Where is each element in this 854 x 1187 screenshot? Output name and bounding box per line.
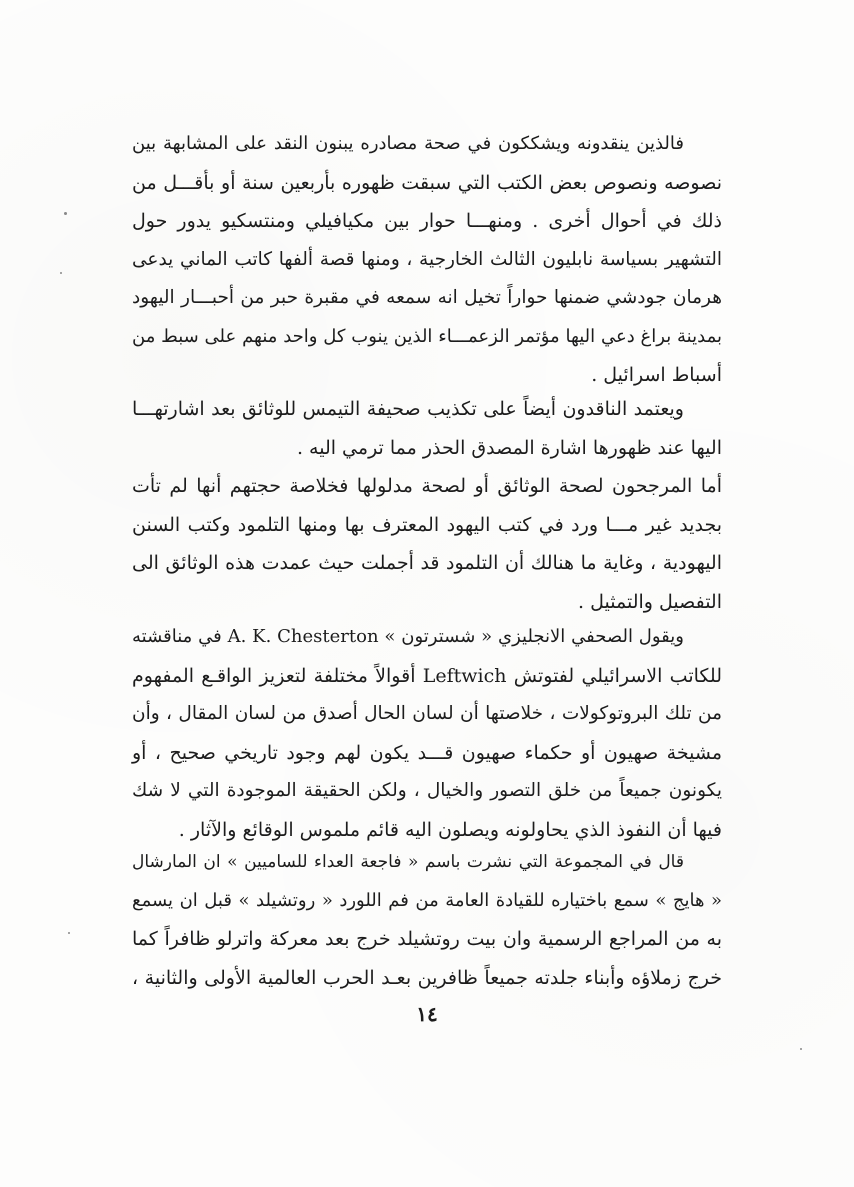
text-line: التفصيل والتمثيل . [578, 590, 722, 613]
text-line: هرمان جودشي ضمنها حواراً تخيل انه سمعه في مقبرة حبر من أحبـــار اليهود [132, 287, 722, 308]
text-line: للكاتب الاسرائيلي لفتوتش Leftwich أقوالاً مختلفة لتعزيز الواقـع المفهوم [132, 664, 722, 687]
text-line: فالذين ينقدونه ويشككون في صحة مصادره يبنون النقد على المشابهة بين [132, 133, 684, 154]
text-line: فيها أن النفوذ الذي يحاولونه ويصلون اليه قائم ملموس الوقائع والآثار . [178, 818, 722, 841]
text-line: أما المرجحون لصحة الوثائق أو لصحة مدلولها فخلاصة حجتهم أنها لم تأت [132, 475, 722, 497]
text-line: مشيخة صهيون أو حكماء صهيون قـــد يكون لهم وجود تاريخي صحيح ، أو [132, 741, 722, 764]
text-line: اليهودية ، وغاية ما هنالك أن التلمود قد أجملت حيث عمدت هذه الوثائق الى [132, 552, 722, 574]
text-line: أسباط اسرائيل . [591, 364, 722, 386]
text-line: التشهير بسياسة نابليون الثالث الخارجية ، ومنها قصة ألفها كاتب الماني يدعى [132, 248, 722, 270]
paper-speck [800, 1048, 802, 1050]
text-line: « هايج » سمع باختياره للقيادة العامة من فم اللورد « روتشيلد » قبل ان يسمع [132, 889, 722, 911]
text-line: ذلك في أحوال أخرى . ومنهـــا حوار بين مكيافيلي ومنتسكيو يدور حول [132, 210, 722, 232]
paragraph-1 [132, 125, 722, 395]
text-line: قال في المجموعة التي نشرت باسم « فاجعة العداء للساميين » ان المارشال [132, 852, 684, 872]
paper-speck [60, 272, 62, 274]
paper-speck [68, 932, 70, 934]
text-line: بجديد غير مـــا ورد في كتب اليهود المعترف بها ومنها التلمود وكتب السنن [132, 513, 722, 536]
text-line: بمدينة براغ دعي اليها مؤتمر الزعمـــاء الذين ينوب كل واحد منهم على سبط من [132, 325, 722, 347]
paragraph-4 [132, 843, 722, 997]
page-number: ١٤ [416, 1002, 438, 1026]
text-line: ويقول الصحفي الانجليزي « شسترتون » A. K. Chesterton في مناقشته [132, 626, 684, 647]
paragraph-2 [132, 390, 722, 621]
text-line: خرج زملاؤه وأبناء جلدته جميعاً ظافرين بعـد الحرب العالمية الأولى والثانية ، [132, 966, 722, 989]
text-line: به من المراجع الرسمية وان بيت روتشيلد خرج بعد معركة واترلو ظافراً كما [132, 928, 722, 950]
paper-speck [64, 212, 67, 215]
text-line: اليها عند ظهورها اشارة المصدق الحذر مما ترمي اليه . [296, 436, 722, 459]
text-line: نصوصه ونصوص بعض الكتب التي سبقت ظهوره بأربعين سنة أو بأقـــل من [132, 171, 722, 194]
paragraph-3 [132, 618, 722, 849]
text-line: من تلك البروتوكولات ، خلاصتها أن لسان الحال أصدق من لسان المقال ، وأن [132, 703, 722, 724]
text-line: يكونون جميعاً من خلق التصور والخيال ، ولكن الحقيقة الموجودة التي لا شك [132, 780, 722, 801]
text-line: ويعتمد الناقدون أيضاً على تكذيب صحيفة التيمس للوثائق بعد اشارتهـــا [132, 398, 684, 420]
